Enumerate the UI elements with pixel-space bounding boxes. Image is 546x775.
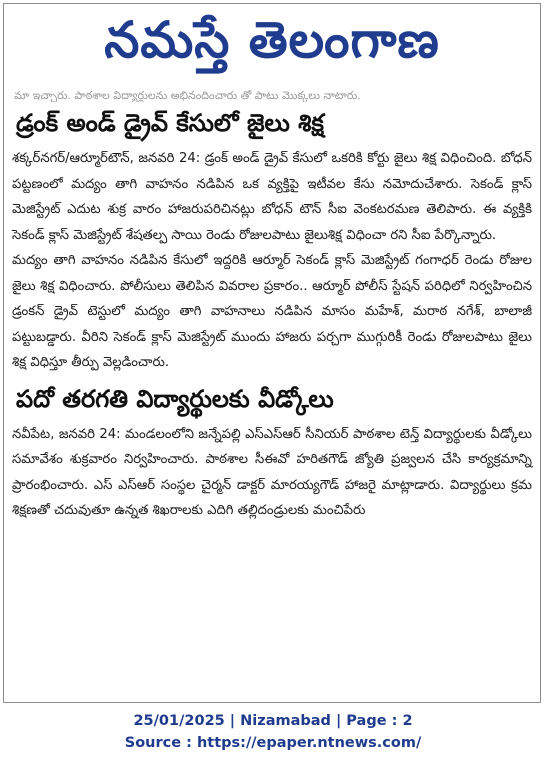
source-footer <box>0 710 546 754</box>
article-farewell <box>4 382 540 524</box>
source-link[interactable]: Source : https://epaper.ntnews.com/ <box>124 735 422 751</box>
article-headline: పదో తరగతి విద్యార్థులకు వీడ్కోలు <box>16 384 334 413</box>
article-body <box>12 146 532 376</box>
masthead-logo: నమస్తే తెలంగాణ <box>104 10 440 69</box>
article-drunk-drive <box>4 106 540 376</box>
clipped-top-text: మా ఇచ్చారు. పాఠశాల విద్యార్థులను అభినందించారు తో పాటు మొక్కలు నాటారు. <box>14 90 361 102</box>
article-paragraph: మద్యం తాగి వాహనం నడిపిన కేసులో ఇద్దరికి ఆర్మూర్ సెకండ్ క్లాస్ మెజిస్ట్రేట్ గంగాధర్ రెండు రోజుల జైలు శిక్ష విధించారు. పోలీసులు తెలిపిన వివరాల ప్రకారం.. ఆర్మూర్ పోలీస్ స్టేషన్ పరిధిలో నిర్వహించిన డ్రంకన్ డ్రైవ్ టెస్టులో మద్యం తాగి వాహనాలు నడిపిన మాసం మహేశ్, మరాఠ నగేశ్, బాలాజీ పట్టుబడ్డారు. వీరిని సెకండ్ క్లాస్ మెజిస్ట్రేట్ ముందు హాజరు పర్చగా ముగ్గురికీ రెండు రోజులపాటు జైలు శిక్ష విధిస్తూ తీర్పు వెల్లడించారు. <box>12 253 532 370</box>
edition-info: 25/01/2025 | Nizamabad | Page : 2 <box>133 713 413 729</box>
article-paragraph: నవీపేట, జనవరి 24: మండలంలోని జన్నేపల్లి ఎస్ఎస్ఆర్ సీనియర్ పాఠశాల టెన్త్ విద్యార్థులకు వీడ్కోలు సమావేశం శుక్రవారం నిర్వహించారు. పాఠశాల సీఈవో హరితగౌడ్ జ్యోతి ప్రజ్వలన చేసి కార్యక్రమాన్ని ప్రారంభించారు. ఎస్ ఎస్ఆర్ సంస్థల చైర్మన్ డాక్టర్ మారయ్యగౌడ్ హాజరై మాట్లాడారు. విద్యార్థులు క్రమ శిక్షణతో చదువుతూ ఉన్నత శిఖరాలకు ఎదిగి తల్లిదండ్రులకు మంచిపేరు <box>12 426 532 518</box>
newspaper-clipping <box>3 3 541 703</box>
article-paragraph: శక్కర్‌నగర్/ఆర్మూర్‌టౌన్, జనవరి 24: డ్రంక్ అండ్ డ్రైవ్ కేసులో ఒకరికి కోర్టు జైలు శిక్ష విధించింది. బోధన్ పట్టణంలో మద్యం తాగి వాహనం నడిపిన ఒక వ్యక్తిపై ఇటీవల కేసు నమోదుచేశారు. సెకండ్ క్లాస్ మెజిస్ట్రేట్ ఎదుట శుక్ర వారం హాజరుపరిచినట్లు బోధన్ టౌన్ సీఐ వెంకటరమణ తెలిపారు. ఈ వ్యక్తికి సెకండ్ క్లాస్ మెజిస్ట్రేట్ శేషతల్ప సాయి రెండు రోజులపాటు జైలుశిక్ష విధించా రని సీఐ పేర్కొన్నారు. <box>12 151 532 243</box>
article-headline: డ్రంక్ అండ్ డ్రైవ్ కేసులో జైలు శిక్ష <box>16 109 324 137</box>
article-body <box>12 422 532 524</box>
